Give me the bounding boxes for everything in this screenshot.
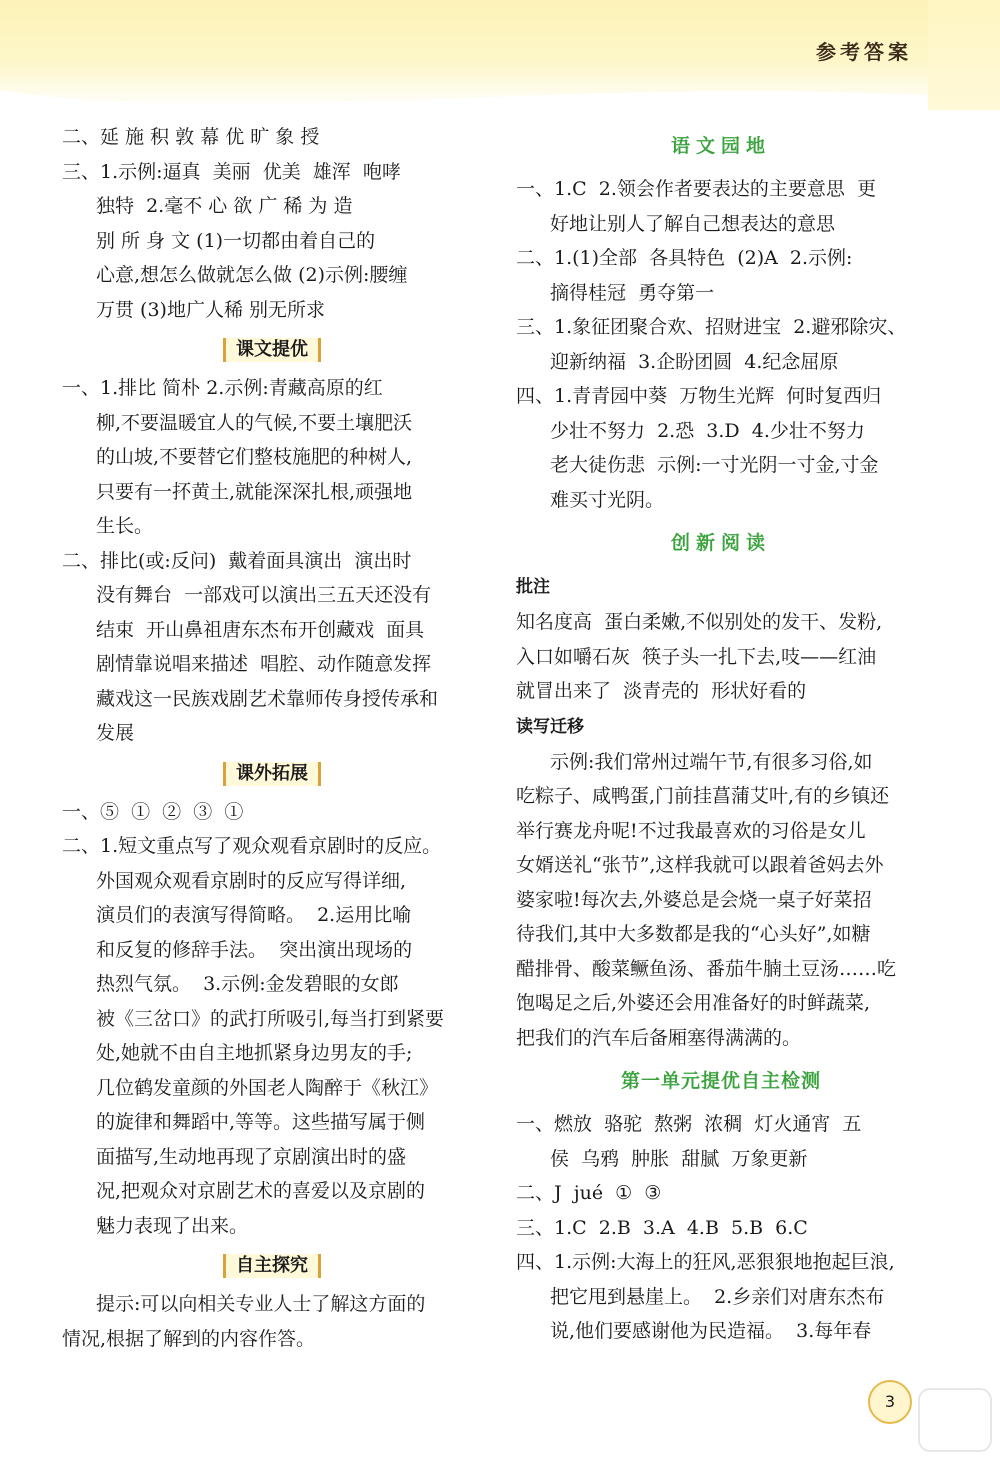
answer-block-4 xyxy=(62,1287,482,1356)
text-line: 女婿送礼“张节”,这样我就可以跟着爸妈去外 xyxy=(516,854,884,876)
text-line: 把它甩到悬崖上。 2.乡亲们对唐东杰布 xyxy=(550,1285,885,1308)
text-line: 好地让别人了解自己想表达的意思 xyxy=(550,212,836,235)
text-line: 只要有一抔黄土,就能深深扎根,顽强地 xyxy=(96,480,413,503)
text-line: 被《三岔口》的武打所吸引,每当打到紧要 xyxy=(96,1007,445,1030)
text-line: 提示:可以向相关专业人士了解这方面的 xyxy=(96,1293,426,1315)
text-line: 没有舞台 一部戏可以演出三五天还没有 xyxy=(96,584,432,606)
text-line: 举行赛龙舟呢!不过我最喜欢的习俗是女儿 xyxy=(516,819,866,842)
subheading-duxie: 读写迁移 xyxy=(516,716,584,737)
text-line: 别 所 身 文 (1)一切都由着自己的 xyxy=(96,229,376,252)
text-line: 独特 2.毫不 心 欲 广 稀 为 造 xyxy=(96,195,353,217)
section-heading-kewai: 课外拓展 xyxy=(62,753,482,793)
text-line: 发展 xyxy=(96,722,135,744)
page-number: 3 xyxy=(868,1380,912,1424)
text-line: 演员们的表演写得简略。 2.运用比喻 xyxy=(96,904,412,926)
section-heading-chuangxin: 创新阅读 xyxy=(670,532,771,554)
text-line: 难买寸光阴。 xyxy=(550,488,665,511)
text-line: 就冒出来了 淡青壳的 形状好看的 xyxy=(516,680,807,702)
text-line: 二、J jué ① ③ xyxy=(516,1182,662,1204)
text-line: 摘得桂冠 勇夺第一 xyxy=(550,281,715,304)
answer-block-1 xyxy=(62,120,482,327)
text-line: 示例:我们常州过端午节,有很多习俗,如 xyxy=(550,750,873,773)
text-line: 四、1.示例:大海上的狂风,恶狠狠地抱起巨浪, xyxy=(516,1251,895,1273)
answer-block-5 xyxy=(516,172,926,517)
text-line: 吃粽子、咸鸭蛋,门前挂菖蒲艾叶,有的乡镇还 xyxy=(516,785,890,807)
answer-block-6 xyxy=(516,605,926,709)
section-heading-zizhu: 自主探究 xyxy=(62,1245,482,1285)
text-line: 三、1.示例:逼真 美丽 优美 雄浑 咆哮 xyxy=(62,160,401,183)
text-line: 况,把观众对京剧艺术的喜爱以及京剧的 xyxy=(96,1180,426,1202)
text-line: 二、1.短文重点写了观众观看京剧时的反应。 xyxy=(62,835,442,857)
text-line: 和反复的修辞手法。 突出演出现场的 xyxy=(96,938,413,961)
text-line: 知名度高 蛋白柔嫩,不似别处的发干、发粉, xyxy=(516,611,883,633)
text-line: 面描写,生动地再现了京剧演出时的盛 xyxy=(96,1145,407,1168)
text-line: 热烈气氛。 3.示例:金发碧眼的女郎 xyxy=(96,973,399,995)
text-line: 一、1.排比 简朴 2.示例:青藏高原的红 xyxy=(62,377,383,399)
section-heading-danyuan: 第一单元提优自主检测 xyxy=(620,1070,821,1092)
answer-block-3 xyxy=(62,795,482,1244)
answer-block-2 xyxy=(62,371,482,751)
text-line: 二、1.(1)全部 各具特色 (2)A 2.示例: xyxy=(516,247,853,269)
text-line: 剧情靠说唱来描述 唱腔、动作随意发挥 xyxy=(96,653,432,675)
text-line: 一、⑤ ① ② ③ ① xyxy=(62,800,244,823)
text-line: 魅力表现了出来。 xyxy=(96,1214,249,1237)
left-column xyxy=(62,120,482,1356)
text-line: 藏戏这一民族戏剧艺术靠师传身授传承和 xyxy=(96,687,439,710)
text-line: 的旋律和舞蹈中,等等。这些描写属于侧 xyxy=(96,1111,426,1133)
text-line: 入口如嚼石灰 筷子头一扎下去,吱——红油 xyxy=(516,645,877,668)
text-line: 说,他们要感谢他为民造福。 3.每年春 xyxy=(550,1320,872,1342)
text-line: 三、1.象征团聚合欢、招财进宝 2.避邪除灾、 xyxy=(516,316,907,338)
text-line: 二、排比(或:反问) 戴着面具演出 演出时 xyxy=(62,549,412,572)
text-line: 生长。 xyxy=(96,515,154,537)
subheading-pizhu: 批注 xyxy=(516,577,550,597)
corner-decoration xyxy=(928,0,1000,110)
text-line: 四、1.青青园中葵 万物生光辉 何时复西归 xyxy=(516,385,882,407)
text-line: 外国观众观看京剧时的反应写得详细, xyxy=(96,869,407,892)
text-line: 饱喝足之后,外婆还会用准备好的时鲜蔬菜, xyxy=(516,992,871,1014)
section-heading-kewen: 课文提优 xyxy=(62,329,482,369)
text-line: 万贯 (3)地广人稀 别无所求 xyxy=(96,298,325,321)
text-line: 老大徒伤悲 示例:一寸光阴一寸金,寸金 xyxy=(550,454,879,476)
text-line: 把我们的汽车后备厢塞得满满的。 xyxy=(516,1026,802,1049)
text-line: 处,她就不由自主地抓紧身边男友的手; xyxy=(96,1042,413,1064)
text-line: 婆家啦!每次去,外婆总是会烧一桌子好菜招 xyxy=(516,888,872,911)
section-heading-yuwen: 语文园地 xyxy=(670,135,771,157)
watermark-logo xyxy=(918,1388,992,1452)
text-line: 心意,想怎么做就怎么做 (2)示例:腰缠 xyxy=(96,264,408,286)
text-line: 一、1.C 2.领会作者要表达的主要意思 更 xyxy=(516,178,876,200)
text-line: 迎新纳福 3.企盼团圆 4.纪念屈原 xyxy=(550,350,839,373)
text-line: 一、燃放 骆驼 熬粥 浓稠 灯火通宵 五 xyxy=(516,1113,862,1135)
text-line: 少壮不努力 2.恐 3.D 4.少壮不努力 xyxy=(550,419,865,442)
text-line: 侯 乌鸦 肿胀 甜腻 万象更新 xyxy=(550,1147,808,1170)
text-line: 柳,不要温暖宜人的气候,不要土壤肥沃 xyxy=(96,411,413,434)
page-header-title: 参考答案 xyxy=(816,40,912,64)
text-line: 几位鹤发童颜的外国老人陶醉于《秋江》 xyxy=(96,1076,439,1099)
answer-block-7 xyxy=(516,745,926,1056)
text-line: 结束 开山鼻祖唐东杰布开创藏戏 面具 xyxy=(96,618,425,641)
text-line: 待我们,其中大多数都是我的“心头好”,如糖 xyxy=(516,923,871,945)
right-column xyxy=(516,120,926,1349)
text-line: 三、1.C 2.B 3.A 4.B 5.B 6.C xyxy=(516,1216,808,1239)
answer-block-8 xyxy=(516,1107,926,1349)
text-line: 醋排骨、酸菜鳜鱼汤、番茄牛腩土豆汤……吃 xyxy=(516,957,897,980)
text-line: 情况,根据了解到的内容作答。 xyxy=(62,1327,316,1350)
text-line: 二、延 施 积 敦 幕 优 旷 象 授 xyxy=(62,126,320,148)
text-line: 的山坡,不要替它们整枝施肥的种树人, xyxy=(96,446,413,468)
